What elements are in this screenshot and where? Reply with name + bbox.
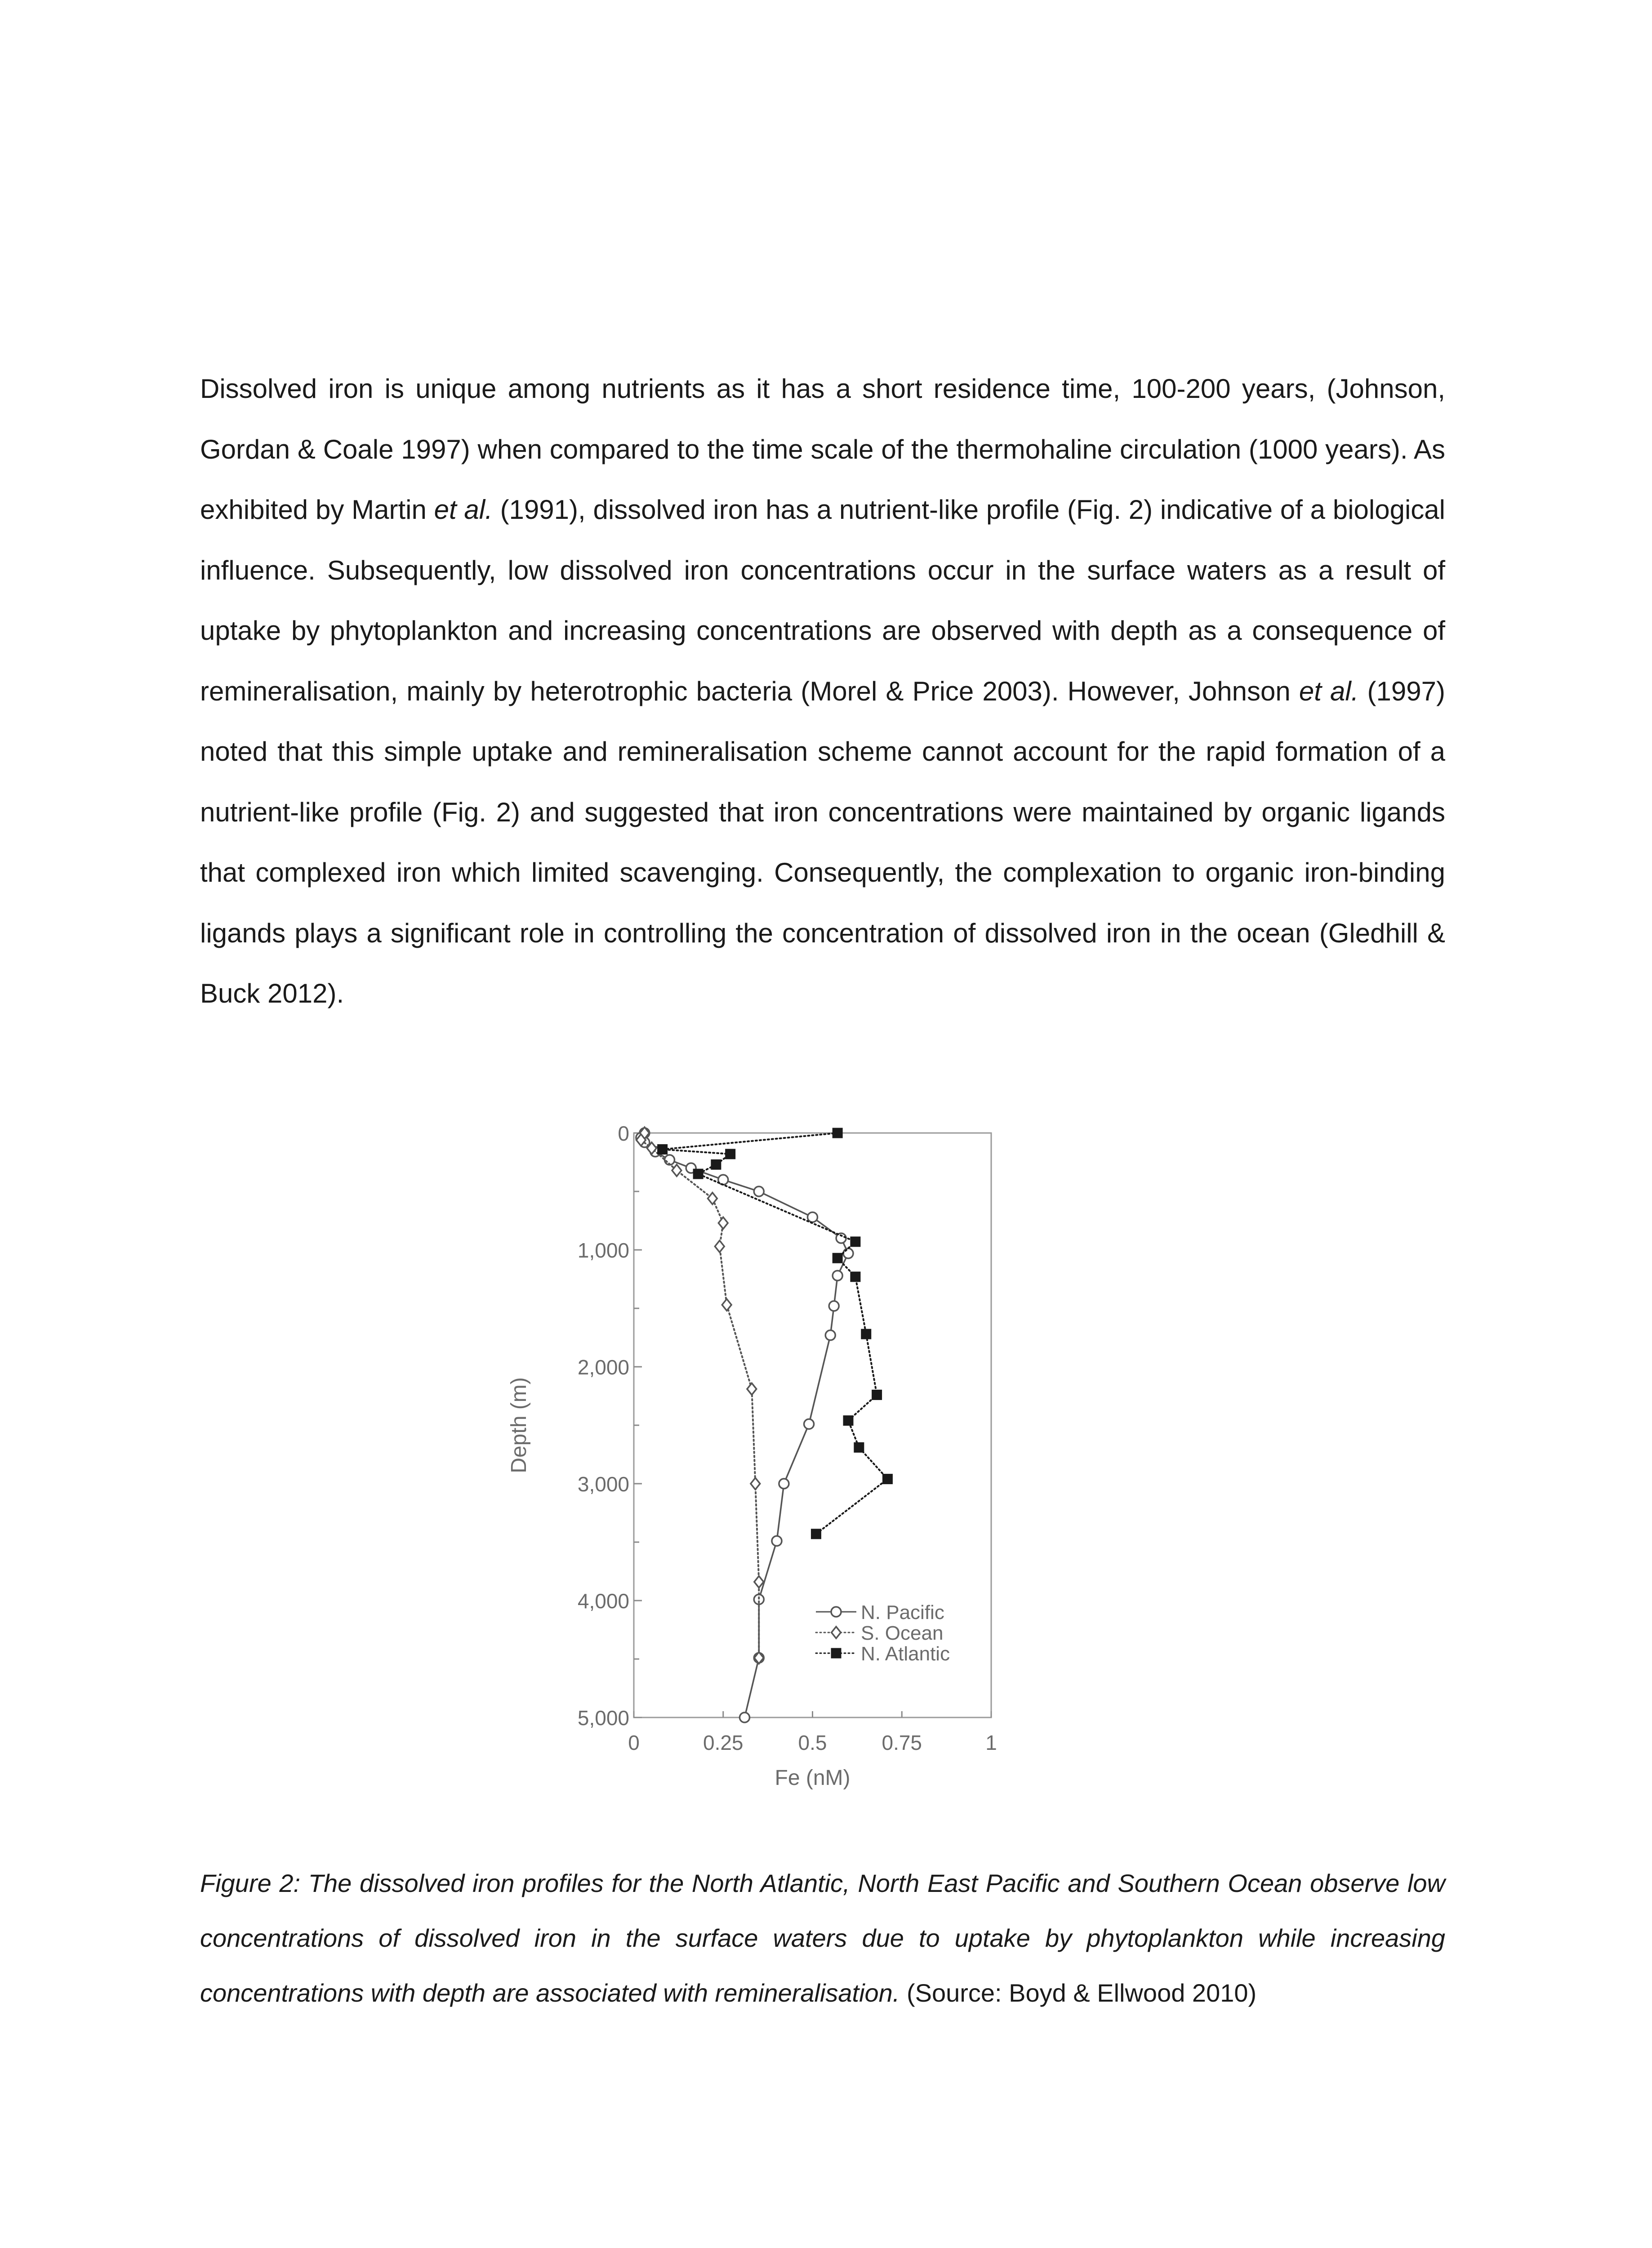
caption-italic-text: Figure 2: The dissolved iron profiles for the North Atlantic, North East Pacific and Southern Ocean observe low concentrations of dissolved iron in the surface waters due to uptake by phytoplankton while increasing concentrations with depth are associated with remineralisation. bbox=[200, 1869, 1445, 2007]
data-point bbox=[872, 1390, 882, 1400]
depth-profile-plot bbox=[499, 1124, 1016, 1830]
data-point bbox=[829, 1301, 839, 1311]
data-point bbox=[658, 1144, 668, 1154]
data-point bbox=[843, 1416, 853, 1426]
data-point bbox=[833, 1271, 842, 1280]
y-tick-label: 0 bbox=[618, 1124, 629, 1145]
y-tick-label: 2,000 bbox=[577, 1356, 629, 1379]
data-point bbox=[718, 1217, 728, 1229]
data-point bbox=[739, 1713, 749, 1722]
series-line bbox=[663, 1133, 888, 1534]
data-point bbox=[833, 1128, 842, 1138]
figure-2-chart bbox=[499, 1124, 1016, 1830]
data-point bbox=[808, 1212, 818, 1222]
x-tick-label: 0.25 bbox=[703, 1731, 744, 1754]
legend-label: N. Atlantic bbox=[861, 1643, 950, 1665]
body-paragraph bbox=[200, 359, 1445, 1024]
y-tick-label: 5,000 bbox=[577, 1706, 629, 1730]
series-n-atlantic bbox=[658, 1128, 893, 1539]
data-point bbox=[843, 1249, 853, 1258]
x-tick-label: 0.5 bbox=[798, 1731, 827, 1754]
data-point bbox=[804, 1419, 814, 1429]
data-point bbox=[722, 1299, 731, 1311]
data-point bbox=[751, 1478, 760, 1490]
data-point bbox=[693, 1169, 703, 1179]
data-point bbox=[833, 1253, 842, 1263]
legend-marker bbox=[831, 1648, 841, 1658]
x-tick-label: 0 bbox=[628, 1731, 640, 1754]
x-tick-label: 1 bbox=[985, 1731, 997, 1754]
data-point bbox=[811, 1529, 821, 1539]
data-point bbox=[850, 1272, 860, 1282]
data-point bbox=[772, 1536, 782, 1546]
et-al-italic-2: et al. bbox=[1299, 676, 1359, 706]
data-point bbox=[882, 1474, 892, 1484]
data-point bbox=[861, 1329, 871, 1339]
paragraph-text-2: (1991), dissolved iron has a nutrient-like profile (Fig. 2) indicative of a biological influence. Subsequently, low dissolved iron concentrations occur in the surface waters as a result of uptake by phytoplankton and increasing concentrations are observed with depth as a consequence of remineralisation, mainly by heterotrophic bacteria (Morel & Price 2003). However, Johnson bbox=[200, 495, 1445, 706]
data-point bbox=[850, 1237, 860, 1247]
data-point bbox=[754, 1576, 764, 1588]
x-axis-label: Fe (nM) bbox=[775, 1766, 850, 1790]
data-point bbox=[754, 1186, 764, 1196]
series-s-ocean bbox=[637, 1127, 764, 1664]
y-tick-label: 1,000 bbox=[577, 1239, 629, 1262]
data-point bbox=[779, 1479, 789, 1489]
y-tick-label: 4,000 bbox=[577, 1589, 629, 1613]
legend-marker bbox=[831, 1607, 841, 1617]
data-point bbox=[708, 1193, 717, 1204]
legend-marker bbox=[832, 1627, 841, 1638]
paragraph-text-3: (1997) noted that this simple uptake and remineralisation scheme cannot account for the rapid formation of a nutrient-like profile (Fig. 2) and suggested that iron concentrations were maintained by organic ligands that complexed iron which limited scavenging. Consequently, the complexation to organic iron-binding ligands plays a significant role in controlling the concentration of dissolved iron in the ocean (Gledhill & Buck 2012). bbox=[200, 676, 1445, 1008]
data-point bbox=[715, 1240, 724, 1252]
paragraph-text-1: Dissolved iron is unique among nutrients as it has a short residence time, 100-200 years, (Johnson, Gordan & Coale 1997) when compared to the time scale of the thermohaline circulation (1000 years). As exhibited by Martin bbox=[200, 374, 1445, 525]
data-point bbox=[726, 1149, 735, 1159]
data-point bbox=[854, 1442, 864, 1452]
caption-source-text: (Source: Boyd & Ellwood 2010) bbox=[899, 1979, 1257, 2007]
data-point bbox=[711, 1160, 721, 1169]
series-n-pacific bbox=[636, 1128, 853, 1722]
series-line bbox=[641, 1133, 848, 1717]
x-tick-label: 0.75 bbox=[882, 1731, 922, 1754]
y-axis-label: Depth (m) bbox=[507, 1377, 531, 1473]
data-point bbox=[747, 1383, 757, 1395]
legend-label: N. Pacific bbox=[861, 1601, 944, 1624]
et-al-italic-1: et al. bbox=[434, 495, 493, 525]
data-point bbox=[825, 1330, 835, 1340]
figure-caption bbox=[200, 1856, 1445, 2021]
legend-label: S. Ocean bbox=[861, 1622, 944, 1644]
y-tick-label: 3,000 bbox=[577, 1472, 629, 1496]
series-line bbox=[641, 1133, 759, 1658]
